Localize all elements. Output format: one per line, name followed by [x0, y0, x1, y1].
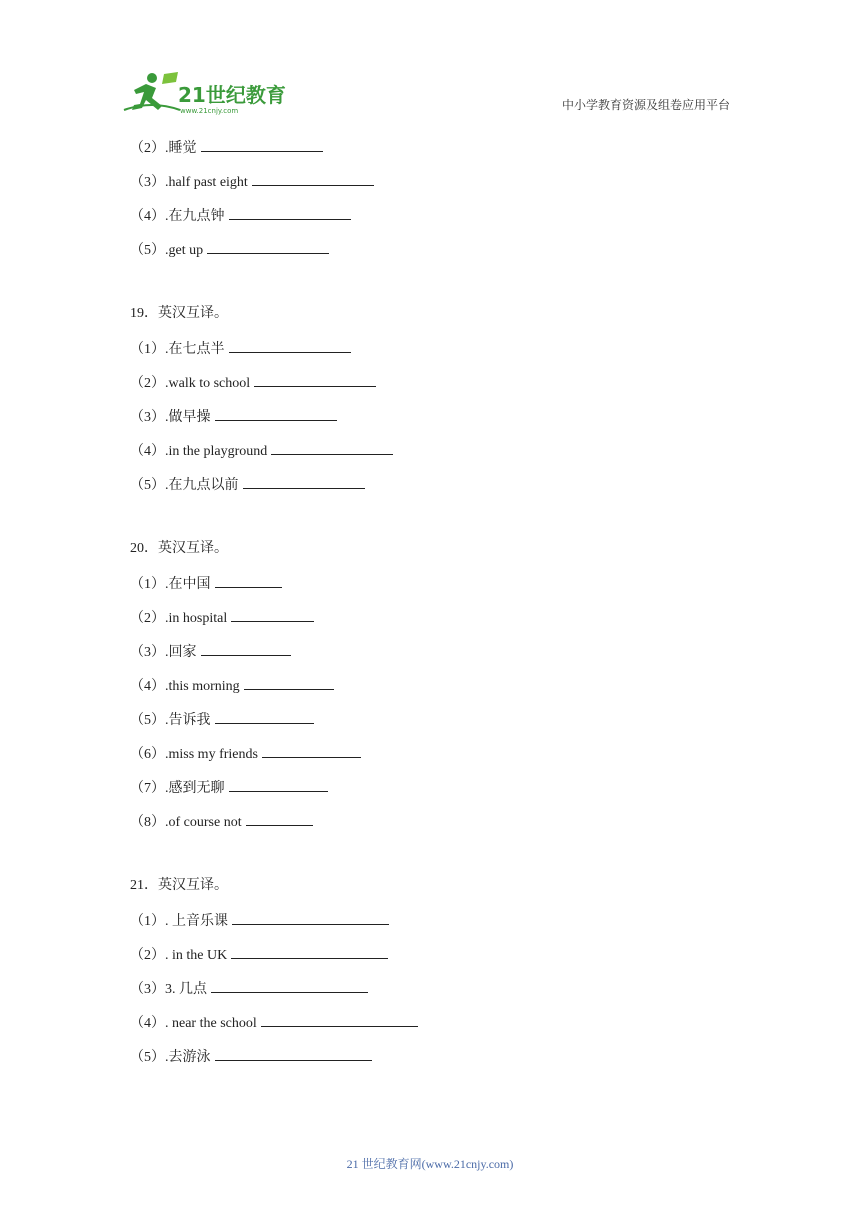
exercise-item-label: （5）.去游泳	[130, 1050, 211, 1065]
exercise-item-label: （4）.this morning	[130, 679, 240, 694]
answer-blank[interactable]	[262, 742, 361, 758]
exercise-item-label: （1）. 上音乐课	[130, 914, 228, 929]
exercise-item	[130, 606, 770, 640]
answer-blank[interactable]	[243, 473, 365, 489]
answer-blank[interactable]	[231, 606, 314, 622]
logo-text: 21世纪教育	[178, 83, 286, 107]
exercise-item	[130, 439, 770, 473]
answer-blank[interactable]	[229, 337, 351, 353]
exercise-item	[130, 742, 770, 776]
exercise-item-label: （2）.睡觉	[130, 141, 197, 156]
runner-logo-icon	[122, 70, 292, 116]
answer-blank[interactable]	[254, 371, 376, 387]
section-title: 20．英汉互译。	[130, 541, 228, 556]
exercise-item-label: （7）.感到无聊	[130, 781, 225, 796]
exercise-item	[130, 572, 770, 606]
exercise-item-label: （3）3. 几点	[130, 982, 207, 997]
answer-blank[interactable]	[252, 170, 374, 186]
site-logo[interactable]	[122, 70, 292, 116]
page-header	[0, 0, 860, 130]
exercise-section	[130, 538, 770, 844]
exercise-item	[130, 136, 770, 170]
exercise-item-label: （3）.做早操	[130, 410, 211, 425]
exercise-item	[130, 977, 770, 1011]
exercise-item-label: （6）.miss my friends	[130, 747, 258, 762]
exercise-item	[130, 204, 770, 238]
exercise-item	[130, 943, 770, 977]
section-gap	[130, 272, 770, 303]
exercise-item-label: （2）.in hospital	[130, 611, 228, 626]
answer-blank[interactable]	[229, 776, 328, 792]
exercise-item-label: （5）.告诉我	[130, 713, 211, 728]
section-title: 19．英汉互译。	[130, 306, 228, 321]
exercise-item	[130, 909, 770, 943]
section-title: 21．英汉互译。	[130, 878, 228, 893]
exercise-item	[130, 640, 770, 674]
answer-blank[interactable]	[201, 136, 323, 152]
answer-blank[interactable]	[201, 640, 291, 656]
exercise-item	[130, 371, 770, 405]
answer-blank[interactable]	[232, 909, 389, 925]
exercise-section	[130, 136, 770, 272]
exercise-item	[130, 170, 770, 204]
exercise-item	[130, 776, 770, 810]
answer-blank[interactable]	[231, 943, 388, 959]
answer-blank[interactable]	[215, 1045, 372, 1061]
exercise-item	[130, 810, 770, 844]
exercise-item-label: （3）.half past eight	[130, 175, 248, 190]
exercise-item-label: （4）.在九点钟	[130, 209, 225, 224]
exercise-item	[130, 337, 770, 371]
answer-blank[interactable]	[229, 204, 351, 220]
section-gap	[130, 844, 770, 875]
exercise-section	[130, 875, 770, 1079]
exercise-item-label: （3）.回家	[130, 645, 197, 660]
exercise-item	[130, 238, 770, 272]
exercise-item-label: （1）.在七点半	[130, 342, 225, 357]
exercise-item	[130, 1045, 770, 1079]
answer-blank[interactable]	[215, 708, 314, 724]
logo-url-text: www.21cnjy.com	[180, 107, 239, 115]
exercise-item-label: （4）. near the school	[130, 1016, 257, 1031]
exercise-item	[130, 708, 770, 742]
answer-blank[interactable]	[261, 1011, 418, 1027]
exercise-item	[130, 674, 770, 708]
exercise-item-label: （5）.在九点以前	[130, 478, 239, 493]
exercise-item-label: （1）.在中国	[130, 577, 211, 592]
exercise-content	[130, 136, 770, 1079]
exercise-item-label: （2）.walk to school	[130, 376, 251, 391]
exercise-item	[130, 1011, 770, 1045]
exercise-section	[130, 303, 770, 507]
answer-blank[interactable]	[246, 810, 313, 826]
exercise-item	[130, 473, 770, 507]
answer-blank[interactable]	[215, 405, 337, 421]
answer-blank[interactable]	[215, 572, 282, 588]
page-footer: 21 世纪教育网(www.21cnjy.com)	[346, 1157, 514, 1171]
exercise-item-label: （8）.of course not	[130, 815, 242, 830]
answer-blank[interactable]	[271, 439, 393, 455]
exercise-item-label: （2）. in the UK	[130, 948, 228, 963]
platform-tagline: 中小学教育资源及组卷应用平台	[561, 98, 730, 112]
exercise-item	[130, 405, 770, 439]
section-gap	[130, 507, 770, 538]
exercise-item-label: （4）.in the playground	[130, 444, 268, 459]
exercise-item-label: （5）.get up	[130, 243, 204, 258]
answer-blank[interactable]	[207, 238, 329, 254]
answer-blank[interactable]	[211, 977, 368, 993]
answer-blank[interactable]	[244, 674, 334, 690]
